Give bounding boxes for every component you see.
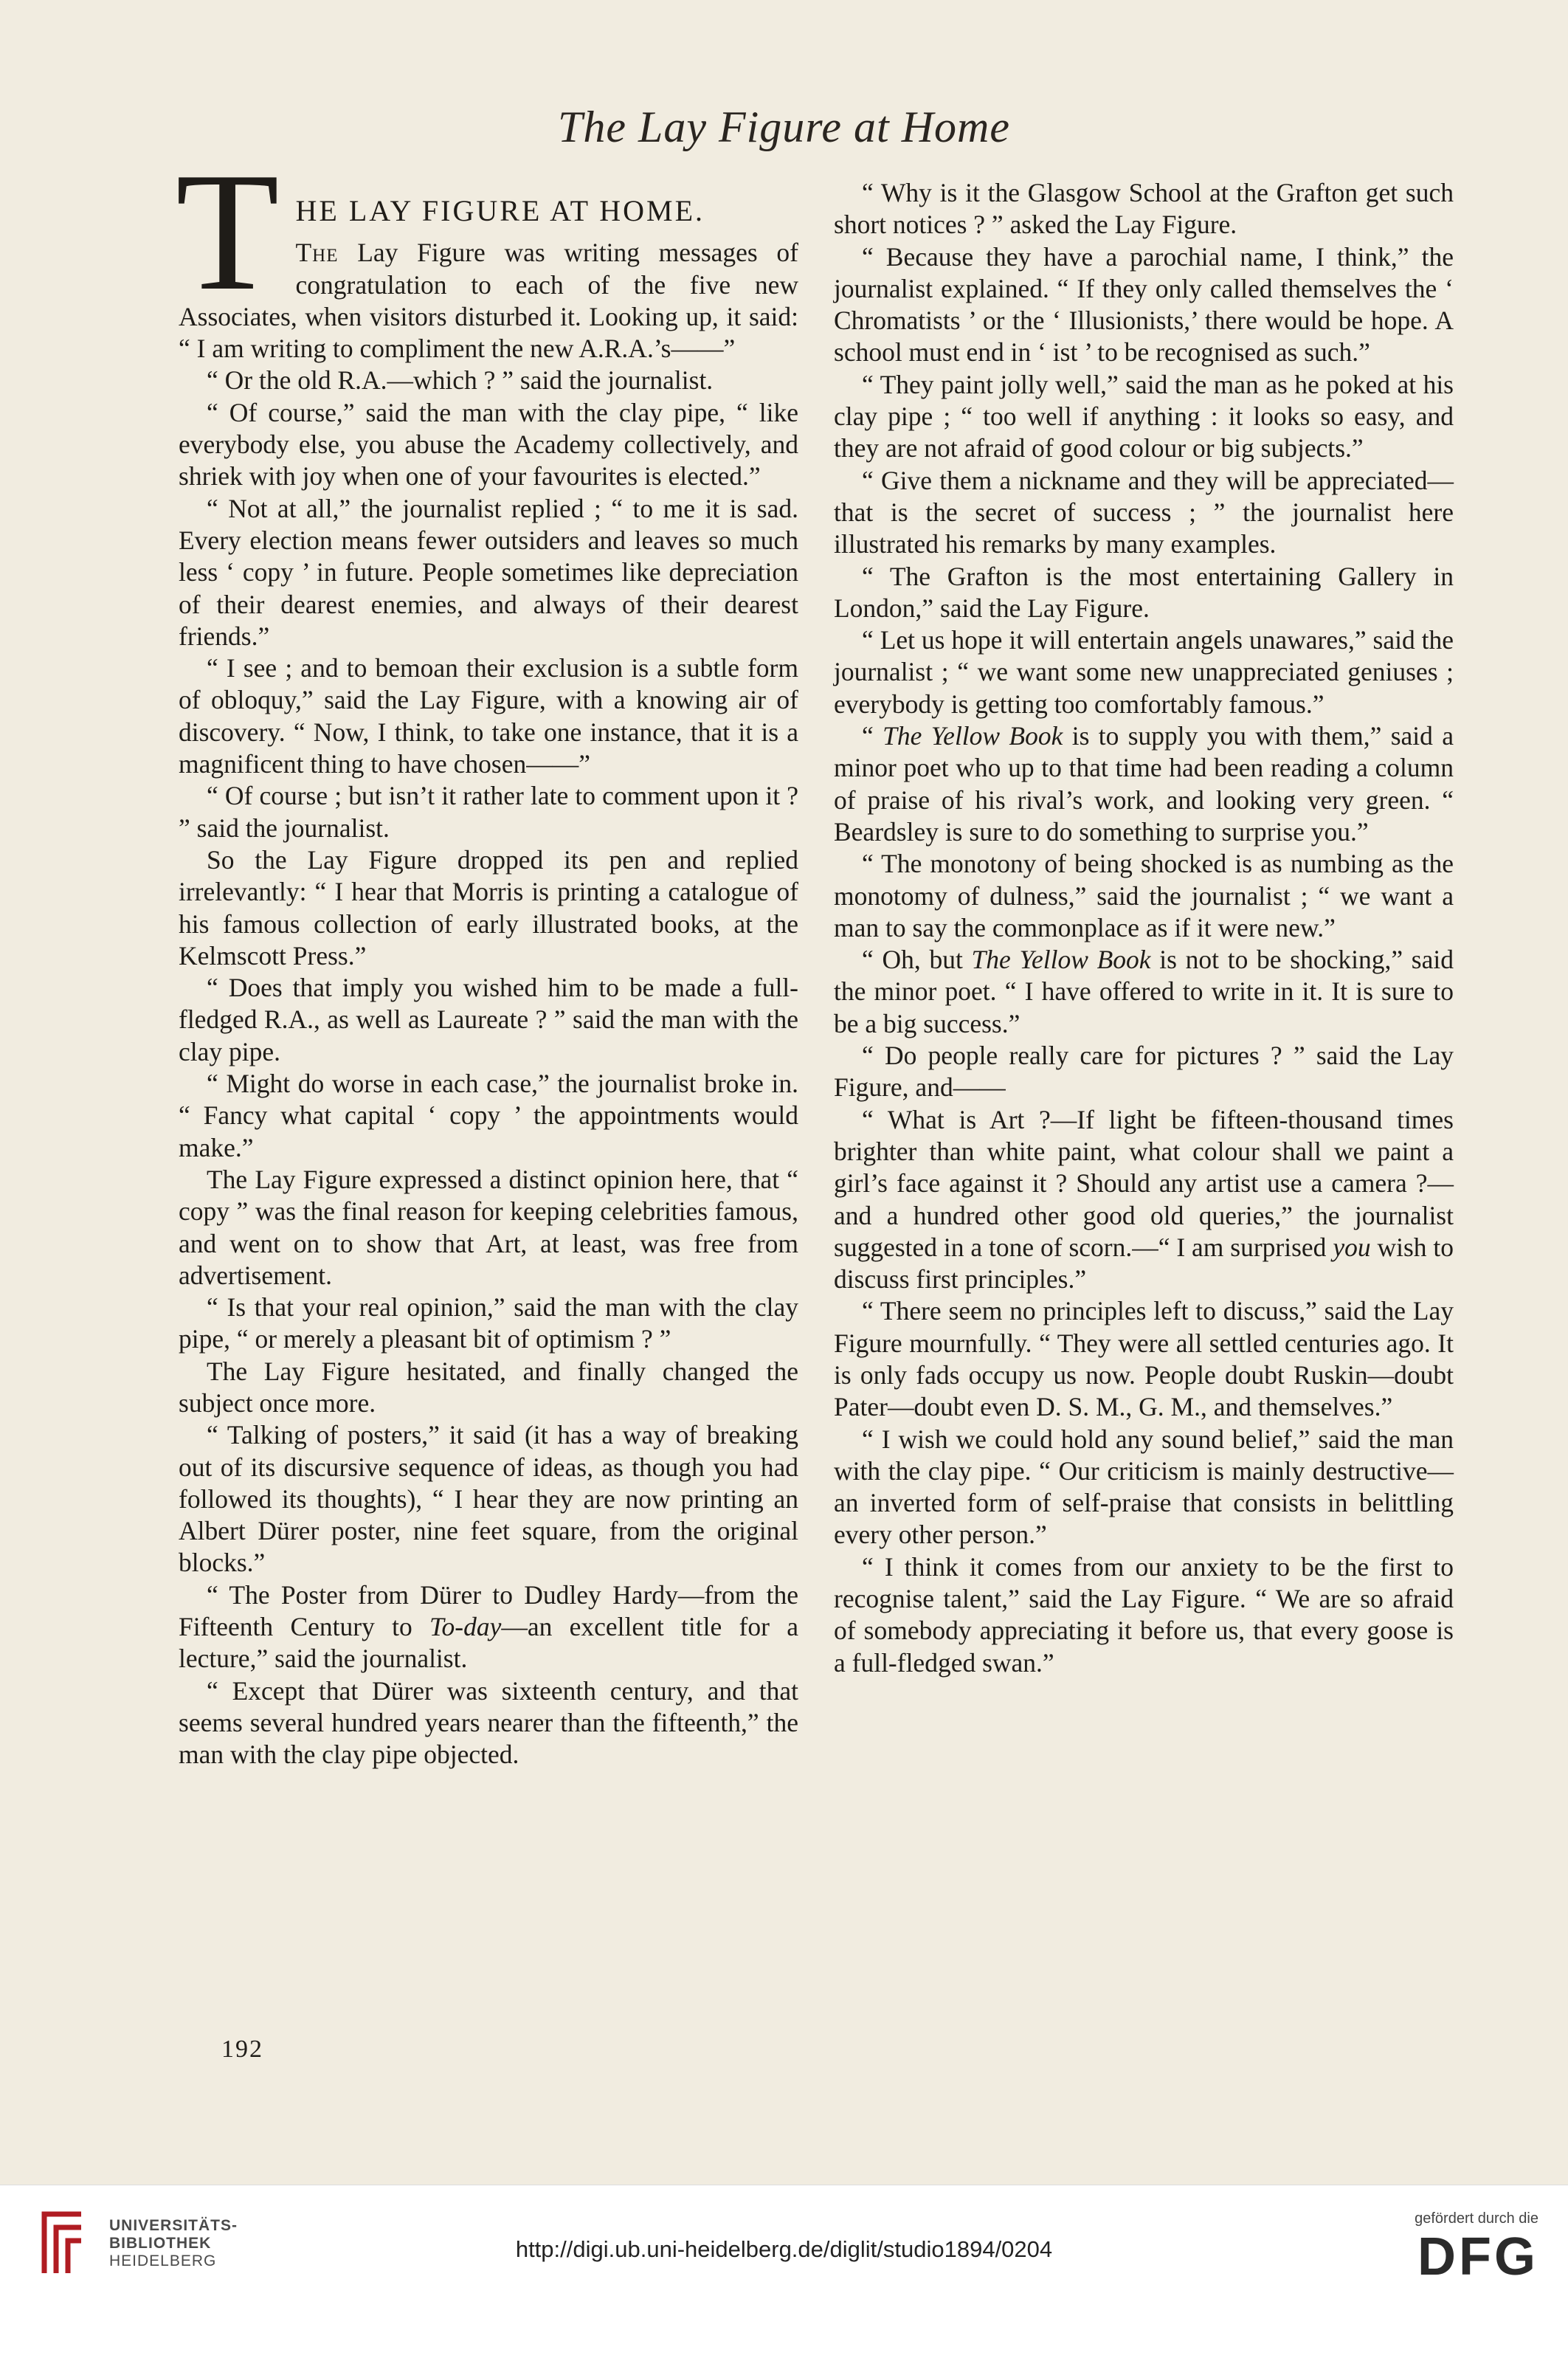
paragraph: “ Why is it the Glasgow School at the Grafton get such short notices ? ” asked the Lay Figure.	[834, 178, 1454, 240]
sponsor-label: gefördert durch die	[1415, 2210, 1538, 2227]
first-paragraph-text: Lay Figure was writing messages of congratulation to each of the five new Associates, when visitors disturbed it. Looking up, it said: “ I am writing to compliment the new A.R.A.’s——”	[179, 238, 798, 364]
paragraph: “ Is that your real opinion,” said the man with the clay pipe, “ or merely a pleasant bit of optimism ? ”	[179, 1292, 798, 1354]
paragraph: “ Because they have a parochial name, I think,” the journalist explained. “ If they only called themselves the ‘ Chromatists ’ or the ‘ Illusionists,’ there would be hope. A school must end in ‘ ist ’ to be recognised as such.”	[834, 241, 1454, 368]
article-heading: HE LAY FIGURE AT HOME.	[295, 194, 705, 227]
text-run: “	[862, 721, 883, 751]
left-column	[176, 137, 799, 1771]
paragraph: “ They paint jolly well,” said the man as he poked at his clay pipe ; “ too well if anything : it looks so easy, and they are not afraid of good colour or big subjects.”	[834, 369, 1454, 463]
right-column	[834, 177, 1454, 1679]
text-run: is to supply you with them,” said a minor poet who up to that time had been reading a column of praise of his rival’s work, and looking very green. “ Beardsley is sure to do something to surprise you.”	[834, 721, 1454, 847]
paragraph: “ Talking of posters,” it said (it has a way of breaking out of its discursive sequence of ideas, as though you had followed its thoughts), “ I hear they are now printing an Albert Dürer poster, nine feet square, from the original blocks.”	[179, 1420, 798, 1578]
paragraph	[834, 944, 1454, 1040]
paragraph	[834, 720, 1454, 848]
library-line: BIBLIOTHEK	[109, 2235, 212, 2252]
paragraph: “ Of course ; but isn’t it rather late to comment upon it ? ” said the journalist.	[179, 781, 798, 843]
paragraph: The Lay Figure hesitated, and finally changed the subject once more.	[179, 1356, 798, 1418]
paragraph	[179, 1579, 798, 1675]
paragraph: “ I see ; and to bemoan their exclusion is a subtle form of obloquy,” said the Lay Figure, with a knowing air of discovery. “ Now, I think, to take one instance, that it is a magnificent thing to have chosen——”	[179, 653, 798, 779]
italic-word: you	[1333, 1232, 1371, 1262]
text-run: “ The Poster from Dürer to Dudley Hardy—from the Fifteenth Century to	[179, 1579, 798, 1642]
dfg-logo-text: DFG	[1417, 2227, 1538, 2286]
text-run: “ What is Art ?—If light be fifteen-thousand times brighter than white paint, what colour shall we paint a girl’s face against it ? Should any artist use a camera ?—and a hundred other good old queries,” the journalist suggested in a tone of scorn.—“ I am surprised	[834, 1104, 1454, 1262]
sponsor-logo[interactable]	[1369, 2210, 1538, 2284]
paragraph: “ Except that Dürer was sixteenth century, and that seems several hundred years nearer than the fifteenth,” the man with the clay pipe objected.	[179, 1675, 798, 1770]
paragraph: “ Let us hope it will entertain angels unawares,” said the journalist ; “ we want some new unappreciated geniuses ; everybody is getting too comfortably famous.”	[834, 625, 1454, 719]
paragraph: “ Might do worse in each case,” the journalist broke in. “ Fancy what capital ‘ copy ’ the appointments would make.”	[179, 1069, 798, 1162]
paragraph: “ The Grafton is the most entertaining Gallery in London,” said the Lay Figure.	[834, 561, 1454, 623]
paragraph: The Lay Figure expressed a distinct opinion here, that “ copy ” was the final reason for keeping celebrities famous, and went on to show that Art, at least, was free from advertisement.	[179, 1164, 798, 1290]
paragraph: “ Not at all,” the journalist replied ; “ to me it is sad. Every election means fewer outsiders and leaves so much less ‘ copy ’ in future. People sometimes like depreciation of their dearest enemies, and always of their dearest friends.”	[179, 493, 798, 651]
paragraph: “ Do people really care for pictures ? ” said the Lay Figure, and——	[834, 1041, 1454, 1103]
paragraph: “ The monotony of being shocked is as numbing as the monotomy of dulness,” said the journalist ; “ we want a man to say the commonplace as if it were new.”	[834, 849, 1454, 942]
paragraph	[834, 1104, 1454, 1296]
library-line: HEIDELBERG	[109, 2252, 217, 2269]
paragraph: “ Or the old R.A.—which ? ” said the journalist.	[207, 365, 714, 396]
paragraph: “ Of course,” said the man with the clay pipe, “ like everybody else, you abuse the Academy collectively, and shriek with joy when one of your favourites is elected.”	[179, 397, 798, 492]
library-line: UNIVERSITÄTS-	[109, 2217, 238, 2234]
source-url-link[interactable]: http://digi.ub.uni-heidelberg.de/diglit/studio1894/0204	[515, 2236, 1053, 2262]
drop-cap: T	[176, 137, 280, 325]
paragraph: “ Give them a nickname and they will be appreciated—that is the secret of success ; ” the journalist here illustrated his remarks by many examples.	[834, 465, 1454, 559]
italic-title: The Yellow Book	[883, 721, 1063, 751]
running-head: The Lay Figure at Home	[557, 103, 1011, 151]
text-run: —an excellent title for a lecture,” said the journalist.	[179, 1612, 799, 1674]
text-run: “ Oh, but	[862, 945, 972, 975]
italic-title: The Yellow Book	[971, 945, 1151, 975]
first-word-small-caps: The	[295, 238, 339, 268]
text-run: wish to discuss first principles.”	[834, 1232, 1454, 1295]
paragraph: So the Lay Figure dropped its pen and replied irrelevantly: “ I hear that Morris is printing a catalogue of his famous collection of early illustrated books, at the Kelmscott Press.”	[179, 844, 798, 971]
italic-title: To-day	[429, 1612, 502, 1642]
text-run: is not to be shocking,” said the minor poet. “ I have offered to write in it. It is sure to be a big success.”	[834, 945, 1454, 1038]
paragraph: “ Does that imply you wished him to be made a full-fledged R.A., as well as Laureate ? ” said the man with the clay pipe.	[179, 973, 798, 1066]
paragraph: “ There seem no principles left to discuss,” said the Lay Figure mournfully. “ They were all settled centuries ago. It is only fads occupy us now. People doubt Ruskin—doubt Pater—doubt even D. S. M., G. M., and themselves.”	[834, 1296, 1454, 1422]
page-number: 192	[221, 2036, 263, 2063]
paragraph: “ I think it comes from our anxiety to be the first to recognise talent,” said the Lay Figure. “ We are so afraid of somebody appreciating it before us, that every goose is a full-fledged swan.”	[834, 1551, 1454, 1678]
paragraph: “ I wish we could hold any sound belief,” said the man with the clay pipe. “ Our criticism is mainly destructive—an inverted form of self-praise that consists in belittling every other person.”	[834, 1424, 1454, 1550]
